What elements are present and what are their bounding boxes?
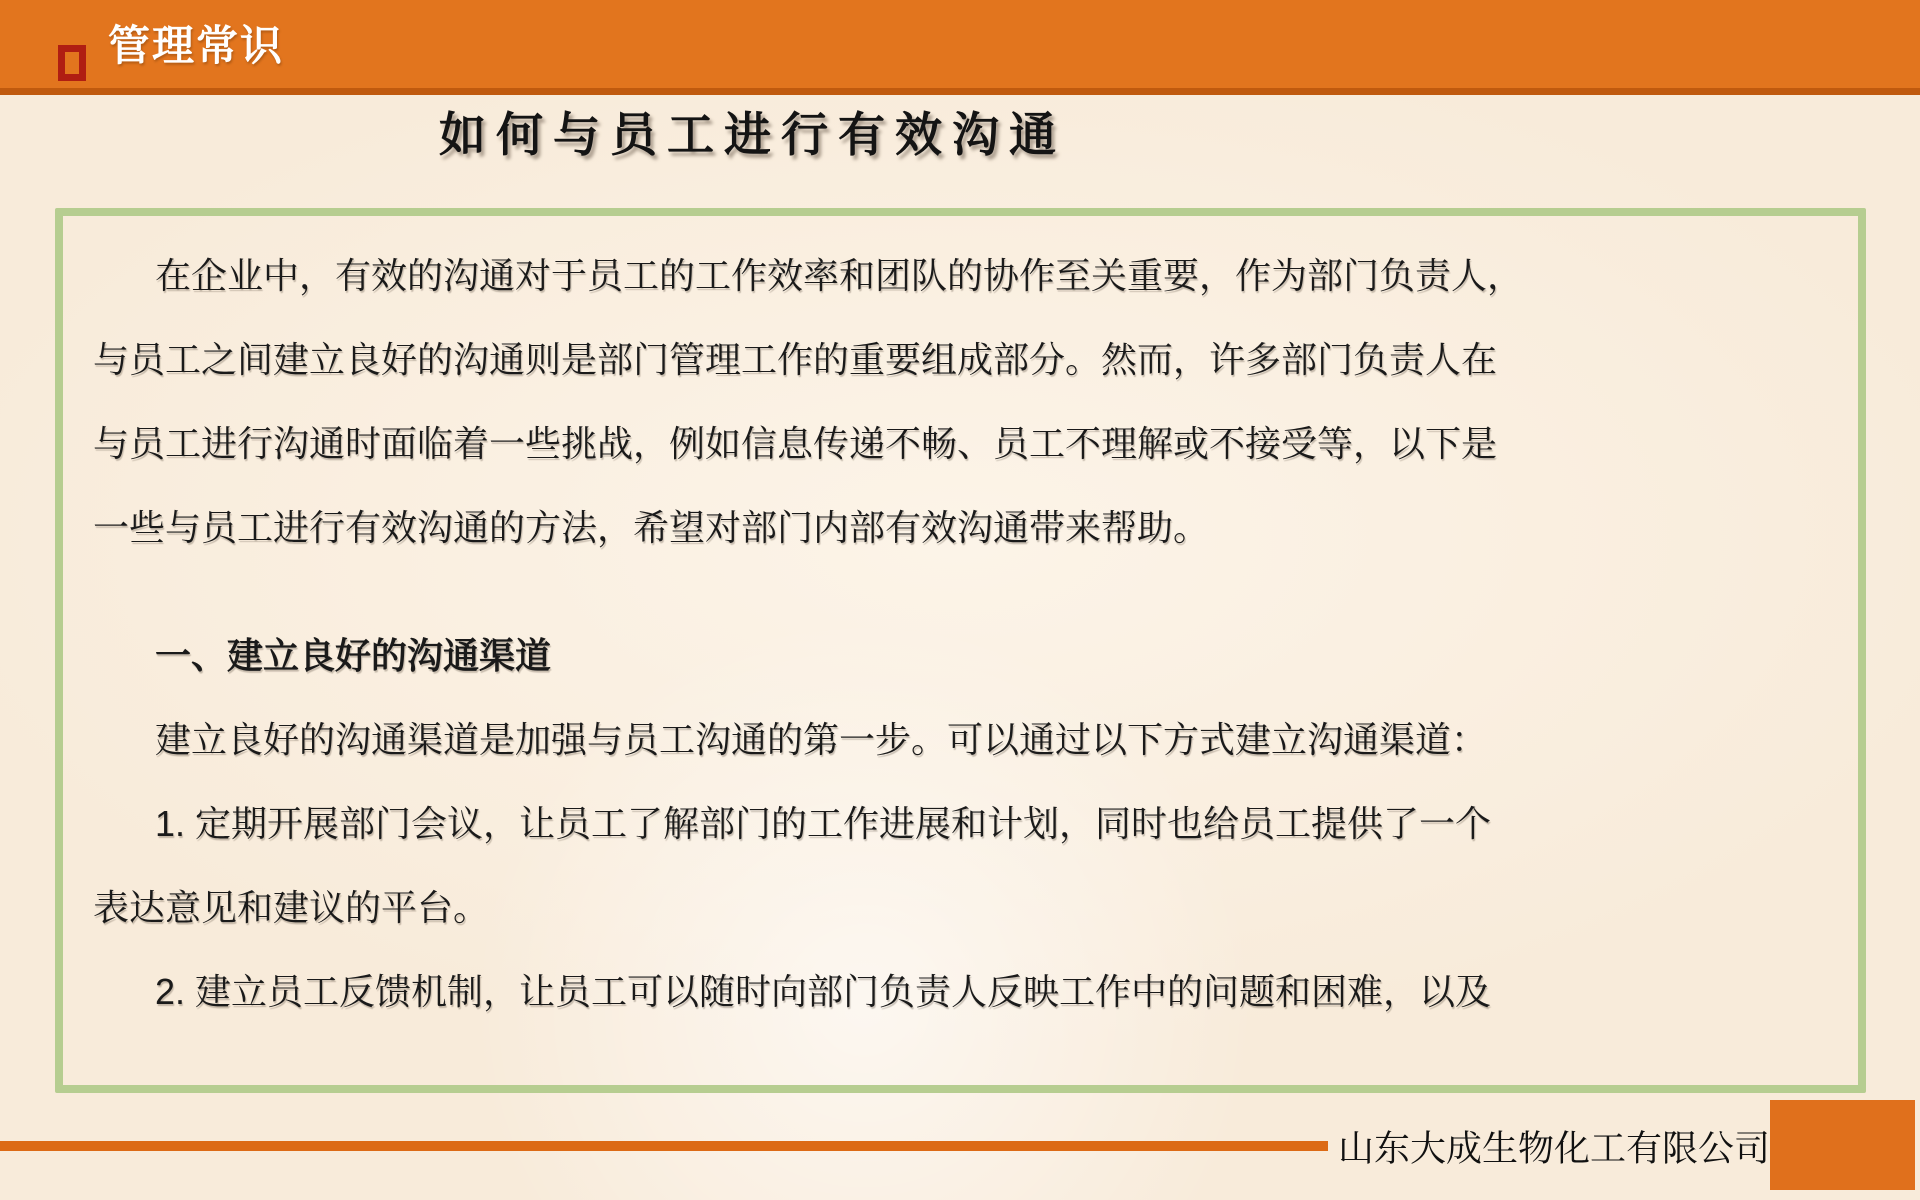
square-bullet-icon bbox=[58, 45, 86, 81]
header-bar bbox=[0, 0, 1920, 95]
slide-title: 如何与员工进行有效沟通 bbox=[439, 108, 1066, 163]
content-line: 建立良好的沟通渠道是加强与员工沟通的第一步。可以通过以下方式建立沟通渠道： bbox=[155, 719, 1488, 760]
content-box bbox=[55, 208, 1866, 1093]
content-line: 与员工之间建立良好的沟通则是部门管理工作的重要组成部分。然而，许多部门负责人在 bbox=[93, 339, 1498, 380]
content-line: 一、建立良好的沟通渠道 bbox=[155, 635, 552, 676]
content-lines bbox=[63, 216, 1858, 1034]
content-line: 一些与员工进行有效沟通的方法，希望对部门内部有效沟通带来帮助。 bbox=[93, 507, 1210, 548]
footer-divider bbox=[0, 1141, 1328, 1151]
header-title: 管理常识 bbox=[108, 22, 285, 69]
footer-square-decoration bbox=[1770, 1100, 1915, 1190]
content-line: 2. 建立员工反馈机制，让员工可以随时向部门负责人反映工作中的问题和困难，以及 bbox=[155, 971, 1492, 1012]
content-line: 在企业中，有效的沟通对于员工的工作效率和团队的协作至关重要，作为部门负责人， bbox=[155, 255, 1524, 296]
content-line: 与员工进行沟通时面临着一些挑战，例如信息传递不畅、员工不理解或不接受等，以下是 bbox=[93, 423, 1498, 464]
content-line: 表达意见和建议的平台。 bbox=[93, 887, 490, 928]
footer-company-name: 山东大成生物化工有限公司 bbox=[1338, 1127, 1771, 1169]
content-line: 1. 定期开展部门会议，让员工了解部门的工作进展和计划，同时也给员工提供了一个 bbox=[155, 803, 1492, 844]
